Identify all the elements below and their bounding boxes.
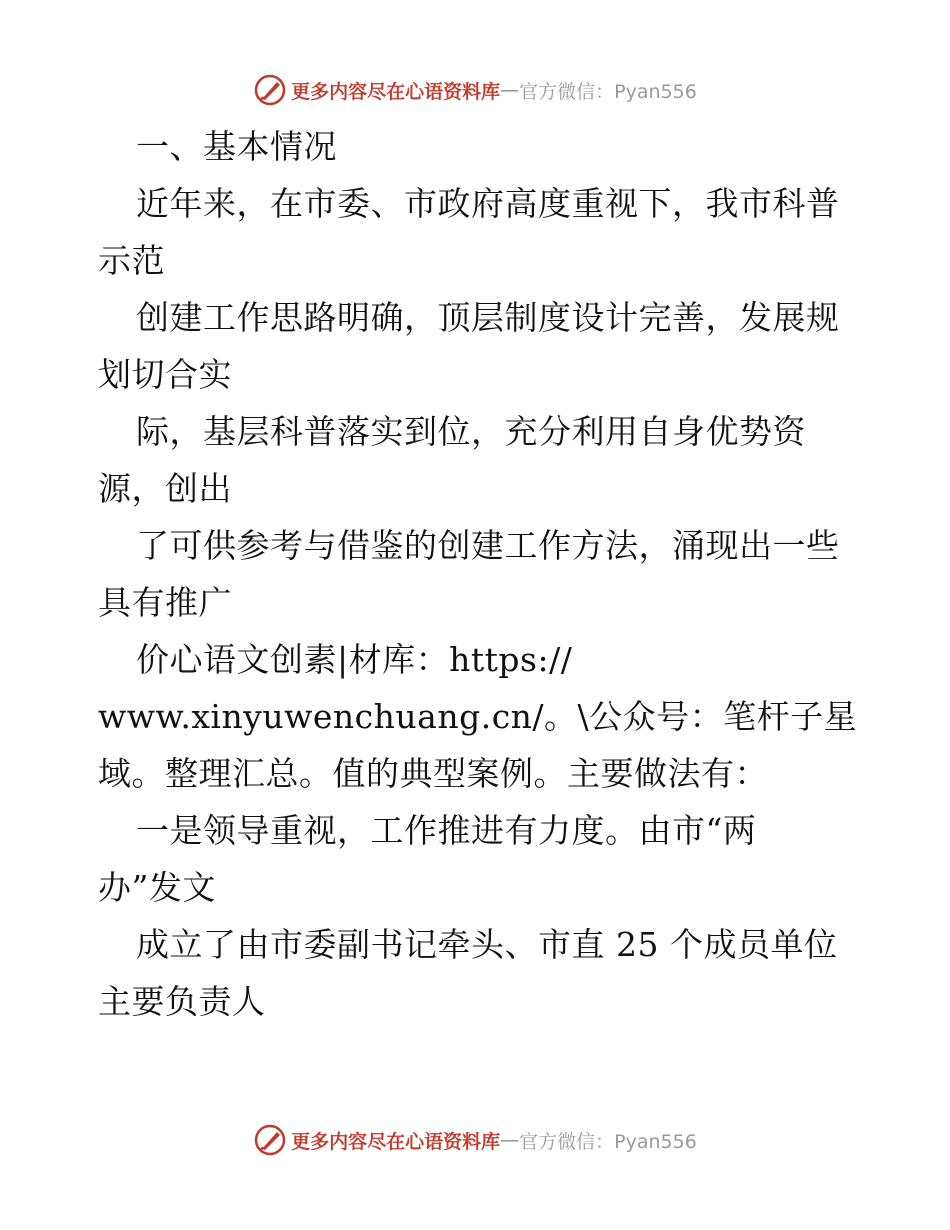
paragraph-line: 示范 [98, 241, 165, 280]
paragraph-line: 价心语文创素|材库：https:// [136, 640, 573, 679]
paragraph-line: 办”发文 [98, 868, 216, 907]
paragraph-line: 际，基层科普落实到位，充分利用自身优势资 [136, 412, 806, 451]
paragraph-line: 创建工作思路明确，顶层制度设计完善，发展规 [136, 298, 840, 337]
quill-logo-icon [253, 1123, 287, 1157]
footer-dash: — [500, 1129, 520, 1151]
paragraph-line: 近年来，在市委、市政府高度重视下，我市科普 [136, 184, 840, 223]
paragraph-line: 源，创出 [98, 469, 232, 508]
header-banner [0, 70, 950, 110]
footer-brand-text: 更多内容尽在心语资料库 [291, 1130, 501, 1153]
header-dash: — [500, 79, 520, 101]
paragraph-line: 了可供参考与借鉴的创建工作方法，涌现出一些 [136, 526, 840, 565]
footer-banner [0, 1120, 950, 1160]
paragraph-line: 具有推广 [98, 583, 232, 622]
document-body [98, 118, 858, 1030]
paragraph-line: 划切合实 [98, 355, 232, 394]
section-heading: 一、基本情况 [136, 127, 337, 166]
paragraph-line: 一是领导重视，工作推进有力度。由市“两 [136, 811, 757, 850]
paragraph-line: www.xinyuwenchuang.cn/。\公众号：笔杆子星 [98, 697, 858, 736]
paragraph-line: 成立了由市委副书记牵头、市直 25 个成员单位 [136, 925, 838, 964]
footer-contact-text: 官方微信：Pyan556 [519, 1130, 697, 1153]
header-brand-text: 更多内容尽在心语资料库 [291, 80, 501, 103]
paragraph-line: 域。整理汇总。值的典型案例。主要做法有： [98, 754, 768, 793]
header-contact-text: 官方微信：Pyan556 [519, 80, 697, 103]
paragraph-line: 主要负责人 [98, 982, 266, 1021]
quill-logo-icon [253, 73, 287, 107]
